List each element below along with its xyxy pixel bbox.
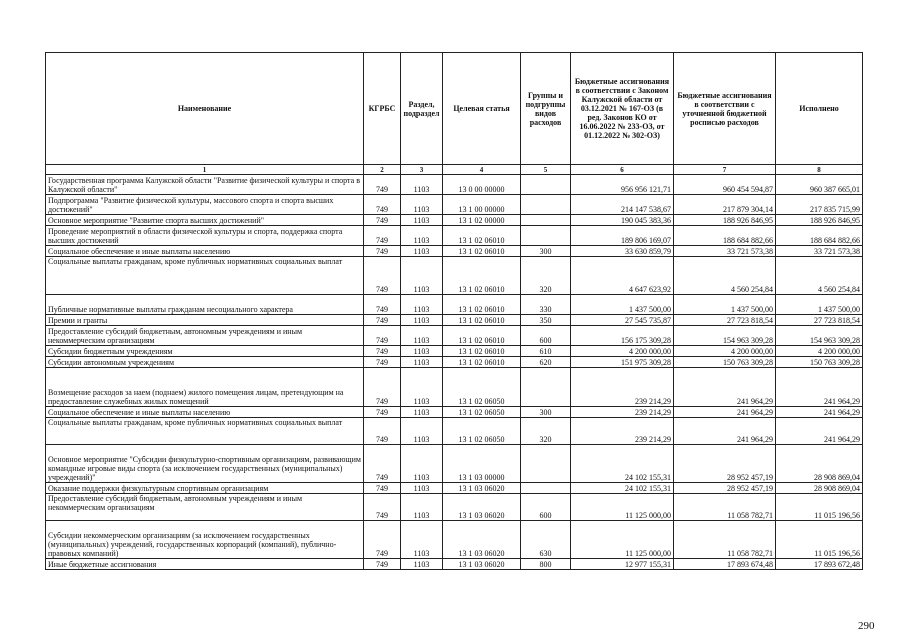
row-refined: 33 721 573,38 (674, 246, 776, 257)
row-target: 13 1 02 06010 (443, 326, 521, 346)
row-group: 620 (521, 357, 571, 368)
table-row (46, 521, 863, 559)
row-group (521, 483, 571, 494)
row-section: 1103 (401, 357, 443, 368)
row-refined: 27 723 818,54 (674, 315, 776, 326)
row-name: Основное мероприятие "Субсидии физкультурно-спортивным организациям, развивающим командные игровые виды спорта (за исключением государственных (муниципальных) учреждений)" (46, 445, 364, 483)
header-kgrbs: КГРБС (364, 53, 401, 165)
row-executed: 11 015 196,56 (776, 521, 863, 559)
row-executed: 1 437 500,00 (776, 295, 863, 315)
row-section: 1103 (401, 445, 443, 483)
row-allocated: 239 214,29 (571, 407, 674, 418)
row-group (521, 445, 571, 483)
row-executed: 11 015 196,56 (776, 494, 863, 521)
row-allocated: 27 545 735,87 (571, 315, 674, 326)
row-allocated: 239 214,29 (571, 418, 674, 445)
row-refined: 150 763 309,28 (674, 357, 776, 368)
row-group: 330 (521, 295, 571, 315)
table-row (46, 326, 863, 346)
row-target: 13 1 03 06020 (443, 521, 521, 559)
table-row (46, 346, 863, 357)
row-executed: 217 835 715,99 (776, 195, 863, 215)
table-row (46, 445, 863, 483)
row-group (521, 368, 571, 407)
row-kgrbs: 749 (364, 445, 401, 483)
row-name: Субсидии бюджетным учреждениям (46, 346, 364, 357)
row-name: Социальные выплаты гражданам, кроме публичных нормативных социальных выплат (46, 418, 364, 445)
row-allocated: 24 102 155,31 (571, 445, 674, 483)
table-row (46, 357, 863, 368)
row-name: Социальное обеспечение и иные выплаты населению (46, 407, 364, 418)
row-name: Субсидии некоммерческим организациям (за исключением государственных (муниципальных) учреждений, государственных корпораций (компаний), публично-правовых компаний) (46, 521, 364, 559)
row-target: 13 1 02 06010 (443, 357, 521, 368)
table-row (46, 494, 863, 521)
column-number: 8 (776, 165, 863, 175)
row-name: Предоставление субсидий бюджетным, автономным учреждениям и иным некоммерческим организациям (46, 494, 364, 521)
row-section: 1103 (401, 295, 443, 315)
header-name: Наименование (46, 53, 364, 165)
header-section: Раздел, подраздел (401, 53, 443, 165)
row-target: 13 1 03 06020 (443, 483, 521, 494)
row-executed: 154 963 309,28 (776, 326, 863, 346)
row-target: 13 1 02 06050 (443, 407, 521, 418)
row-group: 300 (521, 246, 571, 257)
table-row (46, 246, 863, 257)
row-group (521, 226, 571, 246)
row-target: 13 1 02 06010 (443, 295, 521, 315)
row-section: 1103 (401, 346, 443, 357)
row-name: Основное мероприятие "Развитие спорта высших достижений" (46, 215, 364, 226)
header-target: Целевая статья (443, 53, 521, 165)
row-group: 300 (521, 407, 571, 418)
row-section: 1103 (401, 246, 443, 257)
row-name: Возмещение расходов за наем (поднаем) жилого помещения лицам, претендующим на предоставление служебных жилых помещений (46, 368, 364, 407)
row-target: 13 1 02 06010 (443, 226, 521, 246)
row-executed: 33 721 573,38 (776, 246, 863, 257)
row-kgrbs: 749 (364, 346, 401, 357)
row-allocated: 12 977 155,31 (571, 559, 674, 570)
header-row (46, 53, 863, 165)
budget-execution-table (45, 52, 863, 570)
row-name: Иные бюджетные ассигнования (46, 559, 364, 570)
row-group: 630 (521, 521, 571, 559)
table-row (46, 195, 863, 215)
row-kgrbs: 749 (364, 407, 401, 418)
row-executed: 188 684 882,66 (776, 226, 863, 246)
row-allocated: 11 125 000,00 (571, 521, 674, 559)
row-kgrbs: 749 (364, 195, 401, 215)
row-group (521, 175, 571, 195)
row-kgrbs: 749 (364, 521, 401, 559)
row-group: 350 (521, 315, 571, 326)
row-kgrbs: 749 (364, 368, 401, 407)
row-kgrbs: 749 (364, 246, 401, 257)
row-refined: 188 684 882,66 (674, 226, 776, 246)
table-row (46, 215, 863, 226)
row-target: 13 1 00 00000 (443, 195, 521, 215)
row-kgrbs: 749 (364, 418, 401, 445)
row-target: 13 1 02 00000 (443, 215, 521, 226)
row-group: 600 (521, 326, 571, 346)
row-section: 1103 (401, 483, 443, 494)
row-group: 320 (521, 418, 571, 445)
row-section: 1103 (401, 215, 443, 226)
table-row (46, 407, 863, 418)
row-executed: 4 560 254,84 (776, 257, 863, 295)
column-number: 3 (401, 165, 443, 175)
table-row (46, 483, 863, 494)
table-row (46, 295, 863, 315)
table-row (46, 368, 863, 407)
row-target: 13 1 02 06010 (443, 315, 521, 326)
table-row (46, 257, 863, 295)
row-allocated: 4 200 000,00 (571, 346, 674, 357)
row-allocated: 956 956 121,71 (571, 175, 674, 195)
row-name: Социальное обеспечение и иные выплаты населению (46, 246, 364, 257)
row-refined: 28 952 457,19 (674, 445, 776, 483)
row-section: 1103 (401, 226, 443, 246)
row-executed: 150 763 309,28 (776, 357, 863, 368)
row-refined: 4 560 254,84 (674, 257, 776, 295)
row-kgrbs: 749 (364, 226, 401, 246)
row-executed: 188 926 846,95 (776, 215, 863, 226)
row-executed: 241 964,29 (776, 418, 863, 445)
row-kgrbs: 749 (364, 295, 401, 315)
row-executed: 27 723 818,54 (776, 315, 863, 326)
row-executed: 241 964,29 (776, 368, 863, 407)
row-allocated: 11 125 000,00 (571, 494, 674, 521)
column-number: 4 (443, 165, 521, 175)
row-name: Премии и гранты (46, 315, 364, 326)
row-section: 1103 (401, 326, 443, 346)
row-section: 1103 (401, 407, 443, 418)
row-executed: 17 893 672,48 (776, 559, 863, 570)
row-refined: 960 454 594,87 (674, 175, 776, 195)
row-executed: 4 200 000,00 (776, 346, 863, 357)
row-allocated: 189 806 169,07 (571, 226, 674, 246)
row-kgrbs: 749 (364, 257, 401, 295)
row-group (521, 215, 571, 226)
row-name: Предоставление субсидий бюджетным, автономным учреждениям и иным некоммерческим организациям (46, 326, 364, 346)
row-target: 13 1 03 06020 (443, 559, 521, 570)
row-name: Субсидии автономным учреждениям (46, 357, 364, 368)
row-executed: 28 908 869,04 (776, 483, 863, 494)
row-section: 1103 (401, 521, 443, 559)
row-section: 1103 (401, 494, 443, 521)
row-target: 13 1 03 00000 (443, 445, 521, 483)
table-row (46, 418, 863, 445)
row-name: Проведение мероприятий в области физической культуры и спорта, поддержка спорта высших достижений (46, 226, 364, 246)
row-allocated: 156 175 309,28 (571, 326, 674, 346)
row-allocated: 214 147 538,67 (571, 195, 674, 215)
row-group: 320 (521, 257, 571, 295)
table-row (46, 226, 863, 246)
row-section: 1103 (401, 195, 443, 215)
header-group: Группы и подгруппы видов расходов (521, 53, 571, 165)
row-allocated: 190 045 383,36 (571, 215, 674, 226)
row-executed: 960 387 665,01 (776, 175, 863, 195)
row-target: 13 1 02 06010 (443, 257, 521, 295)
row-section: 1103 (401, 257, 443, 295)
row-refined: 154 963 309,28 (674, 326, 776, 346)
row-group (521, 195, 571, 215)
row-allocated: 239 214,29 (571, 368, 674, 407)
row-section: 1103 (401, 418, 443, 445)
row-allocated: 24 102 155,31 (571, 483, 674, 494)
row-refined: 28 952 457,19 (674, 483, 776, 494)
row-name: Публичные нормативные выплаты гражданам несоциального характера (46, 295, 364, 315)
row-target: 13 1 02 06010 (443, 346, 521, 357)
row-name: Государственная программа Калужской области "Развитие физической культуры и спорта в Калужской области" (46, 175, 364, 195)
row-group: 800 (521, 559, 571, 570)
row-kgrbs: 749 (364, 357, 401, 368)
row-refined: 241 964,29 (674, 418, 776, 445)
row-name: Социальные выплаты гражданам, кроме публичных нормативных социальных выплат (46, 257, 364, 295)
column-number: 2 (364, 165, 401, 175)
table-row (46, 315, 863, 326)
row-target: 13 1 02 06010 (443, 246, 521, 257)
row-kgrbs: 749 (364, 315, 401, 326)
row-refined: 1 437 500,00 (674, 295, 776, 315)
row-section: 1103 (401, 315, 443, 326)
row-executed: 241 964,29 (776, 407, 863, 418)
row-refined: 17 893 674,48 (674, 559, 776, 570)
row-refined: 11 058 782,71 (674, 494, 776, 521)
row-kgrbs: 749 (364, 215, 401, 226)
row-kgrbs: 749 (364, 175, 401, 195)
row-refined: 241 964,29 (674, 407, 776, 418)
row-target: 13 1 02 06050 (443, 418, 521, 445)
row-group: 600 (521, 494, 571, 521)
header-refined: Бюджетные ассигнования в соответствии с уточненной бюджетной росписью расходов (674, 53, 776, 165)
column-number-row (46, 165, 863, 175)
row-allocated: 33 630 859,79 (571, 246, 674, 257)
table-body (46, 175, 863, 570)
row-target: 13 1 02 06050 (443, 368, 521, 407)
row-section: 1103 (401, 368, 443, 407)
row-kgrbs: 749 (364, 494, 401, 521)
row-executed: 28 908 869,04 (776, 445, 863, 483)
page-number: 290 (858, 620, 875, 632)
row-section: 1103 (401, 175, 443, 195)
row-target: 13 1 03 06020 (443, 494, 521, 521)
row-allocated: 1 437 500,00 (571, 295, 674, 315)
row-refined: 188 926 846,95 (674, 215, 776, 226)
column-number: 7 (674, 165, 776, 175)
header-allocations: Бюджетные ассигнования в соответствии с Законом Калужской области от 03.12.2021 № 167-ОЗ (в ред. Законов КО от 16.06.2022 № 233-ОЗ, от 01.12.2022 № 302-ОЗ) (571, 53, 674, 165)
row-kgrbs: 749 (364, 559, 401, 570)
table-row (46, 559, 863, 570)
table-row (46, 175, 863, 195)
row-allocated: 151 975 309,28 (571, 357, 674, 368)
row-refined: 241 964,29 (674, 368, 776, 407)
header-executed: Исполнено (776, 53, 863, 165)
row-name: Оказание поддержки физкультурным спортивным организациям (46, 483, 364, 494)
row-section: 1103 (401, 559, 443, 570)
column-number: 5 (521, 165, 571, 175)
column-number: 1 (46, 165, 364, 175)
row-allocated: 4 647 623,92 (571, 257, 674, 295)
row-refined: 11 058 782,71 (674, 521, 776, 559)
row-refined: 4 200 000,00 (674, 346, 776, 357)
row-kgrbs: 749 (364, 326, 401, 346)
row-refined: 217 879 304,14 (674, 195, 776, 215)
row-group: 610 (521, 346, 571, 357)
row-name: Подпрограмма "Развитие физической культуры, массового спорта и спорта высших достижений" (46, 195, 364, 215)
row-kgrbs: 749 (364, 483, 401, 494)
column-number: 6 (571, 165, 674, 175)
row-target: 13 0 00 00000 (443, 175, 521, 195)
